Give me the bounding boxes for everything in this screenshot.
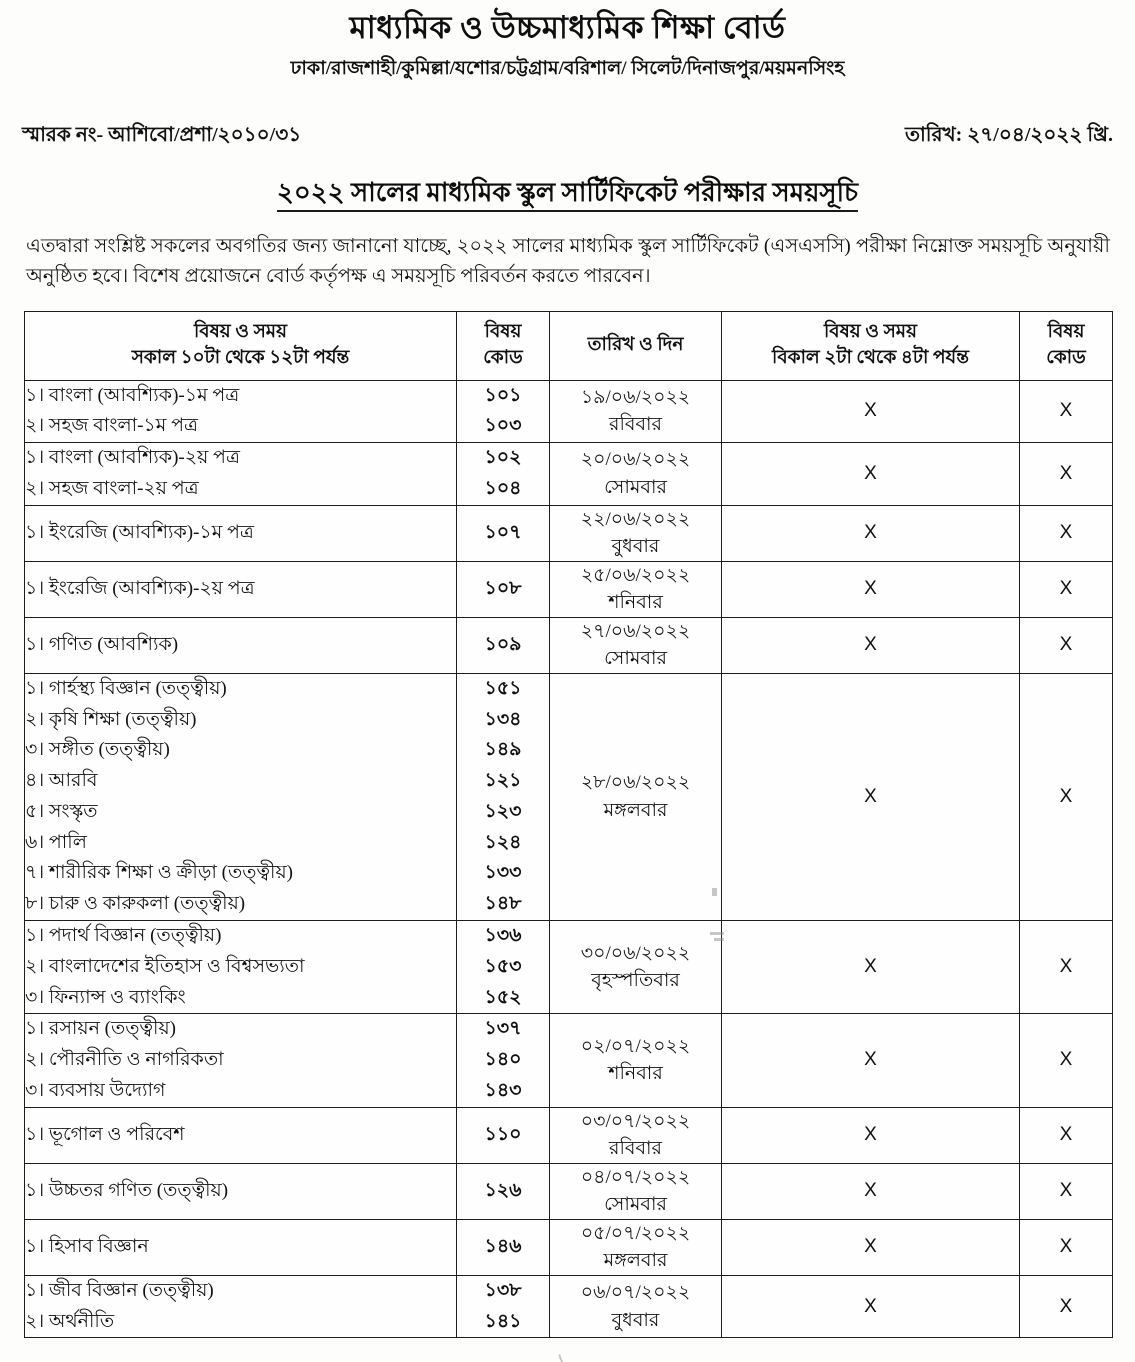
subject-line: ৭। শারীরিক শিক্ষা ও ক্রীড়া (তত্ত্বীয়) [25,862,293,884]
cell-subject-codes [457,1107,550,1163]
subject-line: ২। সহজ বাংলা-২য় পত্র [25,477,199,499]
header-subject-morning [25,312,457,381]
header-subject-code [457,312,550,381]
cell-afternoon-subject: X [722,673,1020,920]
subject-line: ১। বাংলা (আবশ্যিক)-১ম পত্র [25,384,240,406]
subject-line: ১। ইংরেজি (আবশ্যিক)-১ম পত্র [25,521,254,543]
cell-afternoon-subject: X [722,380,1020,443]
subject-line: ২। সহজ বাংলা-১ম পত্র [25,415,198,437]
board-name: মাধ্যমিক ও উচ্চমাধ্যমিক শিক্ষা বোর্ড [349,10,786,45]
header-subject-code2-line1: বিষয় [1047,322,1085,342]
table-row [25,443,1113,506]
cell-date-day [550,561,722,617]
cell-afternoon-subject: X [722,1014,1020,1107]
subject-code: ১০৭ [484,521,522,543]
page-title [0,172,1135,216]
subject-code: ১২১ [484,770,522,792]
subject-line: ৫। সংস্কৃত [25,800,98,822]
subject-line: ১। বাংলা (আবশ্যিক)-২য় পত্র [25,447,240,469]
subject-line: ৮। চারু ও কারুকলা (তত্ত্বীয়) [25,893,246,915]
scan-speck [714,938,724,941]
header-subject-morning-line1: বিষয় ও সময় [194,322,287,342]
subject-line: ৩। ফিন্যান্স ও ব্যাংকিং [25,986,186,1008]
header-subject-code2 [1020,312,1113,381]
intro-paragraph: এতদ্বারা সংশ্লিষ্ট সকলের অবগতির জন্য জানানো যাচ্ছে, ২০২২ সালের মাধ্যমিক স্কুল সার্টিফিকেট (এসএসসি) পরীক্ষা নিম্নোক্ত সময়সূচি অনুযায়ী অনুষ্ঠিত হবে। বিশেষ প্রয়োজনে বোর্ড কর্তৃপক্ষ এ সময়সূচি পরিবর্তন করতে পারবেন। [26,236,1110,288]
cell-afternoon-subject: X [722,1107,1020,1163]
exam-day: মঙ্গলবার [603,799,668,821]
subject-code: ১৩৮ [484,1279,522,1301]
scan-speck [710,932,724,935]
table-row [25,1107,1113,1163]
subject-line: ৪। আরবি [25,770,98,792]
exam-date: ০২/০৭/২০২২ [580,1035,691,1057]
cell-subject-codes [457,380,550,443]
header-subject-morning-line2: সকাল ১০টা থেকে ১২টা পর্যন্ত [131,348,350,369]
cell-afternoon-code: X [1020,673,1113,920]
cell-subject-codes [457,1219,550,1275]
subject-code: ১৩৪ [484,708,522,730]
subject-line: ১। গার্হস্থ্য বিজ্ঞান (তত্ত্বীয়) [25,677,227,699]
board-districts: ঢাকা/রাজশাহী/কুমিল্লা/যশোর/চট্টগ্রাম/বরিশাল/ সিলেট/দিনাজপুর/ময়মনসিংহ [290,58,845,79]
exam-day: বুধবার [611,536,660,558]
subject-line: ২। বাংলাদেশের ইতিহাস ও বিশ্বসভ্যতা [25,955,305,977]
cell-date-day [550,380,722,443]
exam-day: বুধবার [611,1309,660,1331]
exam-date: ১৯/০৬/২০২২ [580,386,691,408]
cell-afternoon-code: X [1020,443,1113,506]
subject-line: ১। ইংরেজি (আবশ্যিক)-২য় পত্র [25,577,255,599]
exam-date: ২৫/০৬/২০২২ [580,564,691,586]
cell-subject-codes [457,1163,550,1219]
subject-line: ১। গণিত (আবশ্যিক) [25,633,179,655]
cell-date-day [550,1163,722,1219]
subject-code: ১৪০ [484,1049,522,1071]
subject-line: ১। হিসাব বিজ্ঞান [25,1235,149,1257]
scan-speck [712,888,717,896]
cell-morning-subjects [25,561,457,617]
exam-day: সোমবার [604,476,667,498]
cell-afternoon-subject: X [722,1163,1020,1219]
subject-line: ১। রসায়ন (তত্ত্বীয়) [25,1018,176,1040]
subject-code: ১৪৮ [484,893,522,915]
subject-line: ৬। পালি [25,831,87,853]
cell-afternoon-code: X [1020,380,1113,443]
page-title-text: ২০২২ সালের মাধ্যমিক স্কুল সার্টিফিকেট পরীক্ষার সময়সূচি [277,178,858,212]
exam-date: ০৩/০৭/২০২২ [580,1110,691,1132]
subject-code: ১৪৩ [484,1079,522,1101]
table-body [25,380,1113,1338]
cell-afternoon-code: X [1020,1107,1113,1163]
subject-code: ১০৯ [484,633,522,655]
cell-morning-subjects [25,673,457,920]
exam-day: রবিবার [609,1138,662,1160]
header-subject-code-line2: কোড [483,348,523,369]
subject-code: ১১০ [484,1123,522,1145]
table-row [25,617,1113,673]
table-row [25,380,1113,443]
exam-day: সোমবার [604,1194,667,1216]
cell-subject-codes [457,617,550,673]
cell-date-day [550,617,722,673]
subject-line: ১। উচ্চতর গণিত (তত্ত্বীয়) [25,1179,229,1201]
subject-code: ১৪১ [484,1310,522,1332]
cell-subject-codes [457,443,550,506]
exam-day: বৃহস্পতিবার [591,970,680,992]
table-row [25,561,1113,617]
cell-afternoon-subject: X [722,1275,1020,1338]
subject-line: ৩। ব্যবসায় উদ্যোগ [25,1079,166,1101]
table-header [25,312,1113,381]
cell-morning-subjects [25,1219,457,1275]
subject-code: ১৫১ [484,677,522,699]
subject-code: ১৫৩ [484,955,522,977]
cell-morning-subjects [25,505,457,561]
cell-afternoon-code: X [1020,561,1113,617]
table-row [25,921,1113,1014]
header-subject-afternoon [722,312,1020,381]
cell-morning-subjects [25,1014,457,1107]
table-row [25,1014,1113,1107]
exam-date: ০৫/০৭/২০২২ [580,1222,691,1244]
cell-subject-codes [457,673,550,920]
cell-date-day [550,1014,722,1107]
cell-date-day [550,921,722,1014]
cell-morning-subjects [25,443,457,506]
header-subject-afternoon-line1: বিষয় ও সময় [824,322,917,342]
memo-number: স্মারক নং- আশিবো/প্রশা/২০১০/৩১ [22,124,302,146]
cell-subject-codes [457,1275,550,1338]
cell-afternoon-code: X [1020,617,1113,673]
subject-code: ১০৩ [484,415,522,437]
exam-date: ২০/০৬/২০২২ [580,449,691,471]
cell-date-day [550,1107,722,1163]
cell-afternoon-subject: X [722,505,1020,561]
cell-subject-codes [457,561,550,617]
cell-morning-subjects [25,617,457,673]
table-row [25,1275,1113,1338]
exam-day: সোমবার [604,648,667,670]
cell-subject-codes [457,921,550,1014]
table-row [25,673,1113,920]
exam-date: ২৭/০৬/২০২২ [580,620,691,642]
cell-date-day [550,673,722,920]
header-date-day [550,312,722,381]
cell-morning-subjects [25,921,457,1014]
subject-code: ১২৩ [484,800,522,822]
cell-date-day [550,1219,722,1275]
table-row [25,505,1113,561]
table-row [25,1219,1113,1275]
subject-code: ১৩৭ [484,1018,522,1040]
cell-subject-codes [457,505,550,561]
cell-morning-subjects [25,380,457,443]
cell-date-day [550,1275,722,1338]
header-date-day-text: তারিখ ও দিন [587,335,684,356]
subject-line: ২। কৃষি শিক্ষা (তত্ত্বীয়) [25,708,197,730]
subject-code: ১৫২ [484,986,522,1008]
cell-date-day [550,505,722,561]
subject-line: ২। পৌরনীতি ও নাগরিকতা [25,1049,224,1071]
exam-date: ৩০/০৬/২০২২ [580,942,691,964]
cell-afternoon-code: X [1020,1014,1113,1107]
header-subject-code-line1: বিষয় [484,322,522,342]
exam-day: শনিবার [608,1063,663,1085]
cell-subject-codes [457,1014,550,1107]
exam-day: রবিবার [609,414,662,436]
cell-morning-subjects [25,1107,457,1163]
subject-line: ১। ভূগোল ও পরিবেশ [25,1123,185,1145]
subject-code: ১০৮ [484,577,522,599]
exam-date: ২২/০৬/২০২২ [580,508,691,530]
cell-morning-subjects [25,1275,457,1338]
cell-afternoon-subject: X [722,921,1020,1014]
header-subject-afternoon-line2: বিকাল ২টা থেকে ৪টা পর্যন্ত [772,348,969,369]
cell-afternoon-code: X [1020,1275,1113,1338]
subject-line: ২। অর্থনীতি [25,1310,115,1332]
exam-date: ০৪/০৭/২০২২ [580,1166,691,1188]
exam-date: ২৮/০৬/২০২২ [580,772,691,794]
exam-date: ০৬/০৭/২০২২ [580,1282,691,1304]
cell-date-day [550,443,722,506]
table-header-row [25,312,1113,381]
memo-row [0,120,1135,153]
cell-afternoon-subject: X [722,617,1020,673]
exam-routine-table [24,311,1113,1338]
subject-line: ১। জীব বিজ্ঞান (তত্ত্বীয়) [25,1279,214,1301]
memo-date: তারিখ: ২৭/০৪/২০২২ খ্রি. [904,124,1113,146]
cell-afternoon-subject: X [722,561,1020,617]
cell-morning-subjects [25,1163,457,1219]
cell-afternoon-code: X [1020,505,1113,561]
subject-line: ১। পদার্থ বিজ্ঞান (তত্ত্বীয়) [25,925,222,946]
header-subject-code2-line2: কোড [1046,348,1086,369]
subject-code: ১২৪ [484,831,522,853]
subject-code: ১৩৩ [484,862,522,884]
cell-afternoon-subject: X [722,443,1020,506]
cell-afternoon-code: X [1020,1219,1113,1275]
subject-code: ১০১ [484,384,522,406]
cell-afternoon-code: X [1020,921,1113,1014]
table-row [25,1163,1113,1219]
subject-code: ১২৬ [484,1179,522,1201]
exam-day: মঙ্গলবার [603,1250,668,1272]
subject-code: ১০৪ [484,477,522,499]
subject-line: ৩। সঙ্গীত (তত্ত্বীয়) [25,739,170,761]
cell-afternoon-subject: X [722,1219,1020,1275]
subject-code: ১৪৯ [484,739,522,761]
subject-code: ১০২ [484,447,522,469]
subject-code: ১৩৬ [484,925,522,946]
subject-code: ১৪৬ [484,1235,522,1257]
cell-afternoon-code: X [1020,1163,1113,1219]
exam-day: শনিবার [608,592,663,614]
